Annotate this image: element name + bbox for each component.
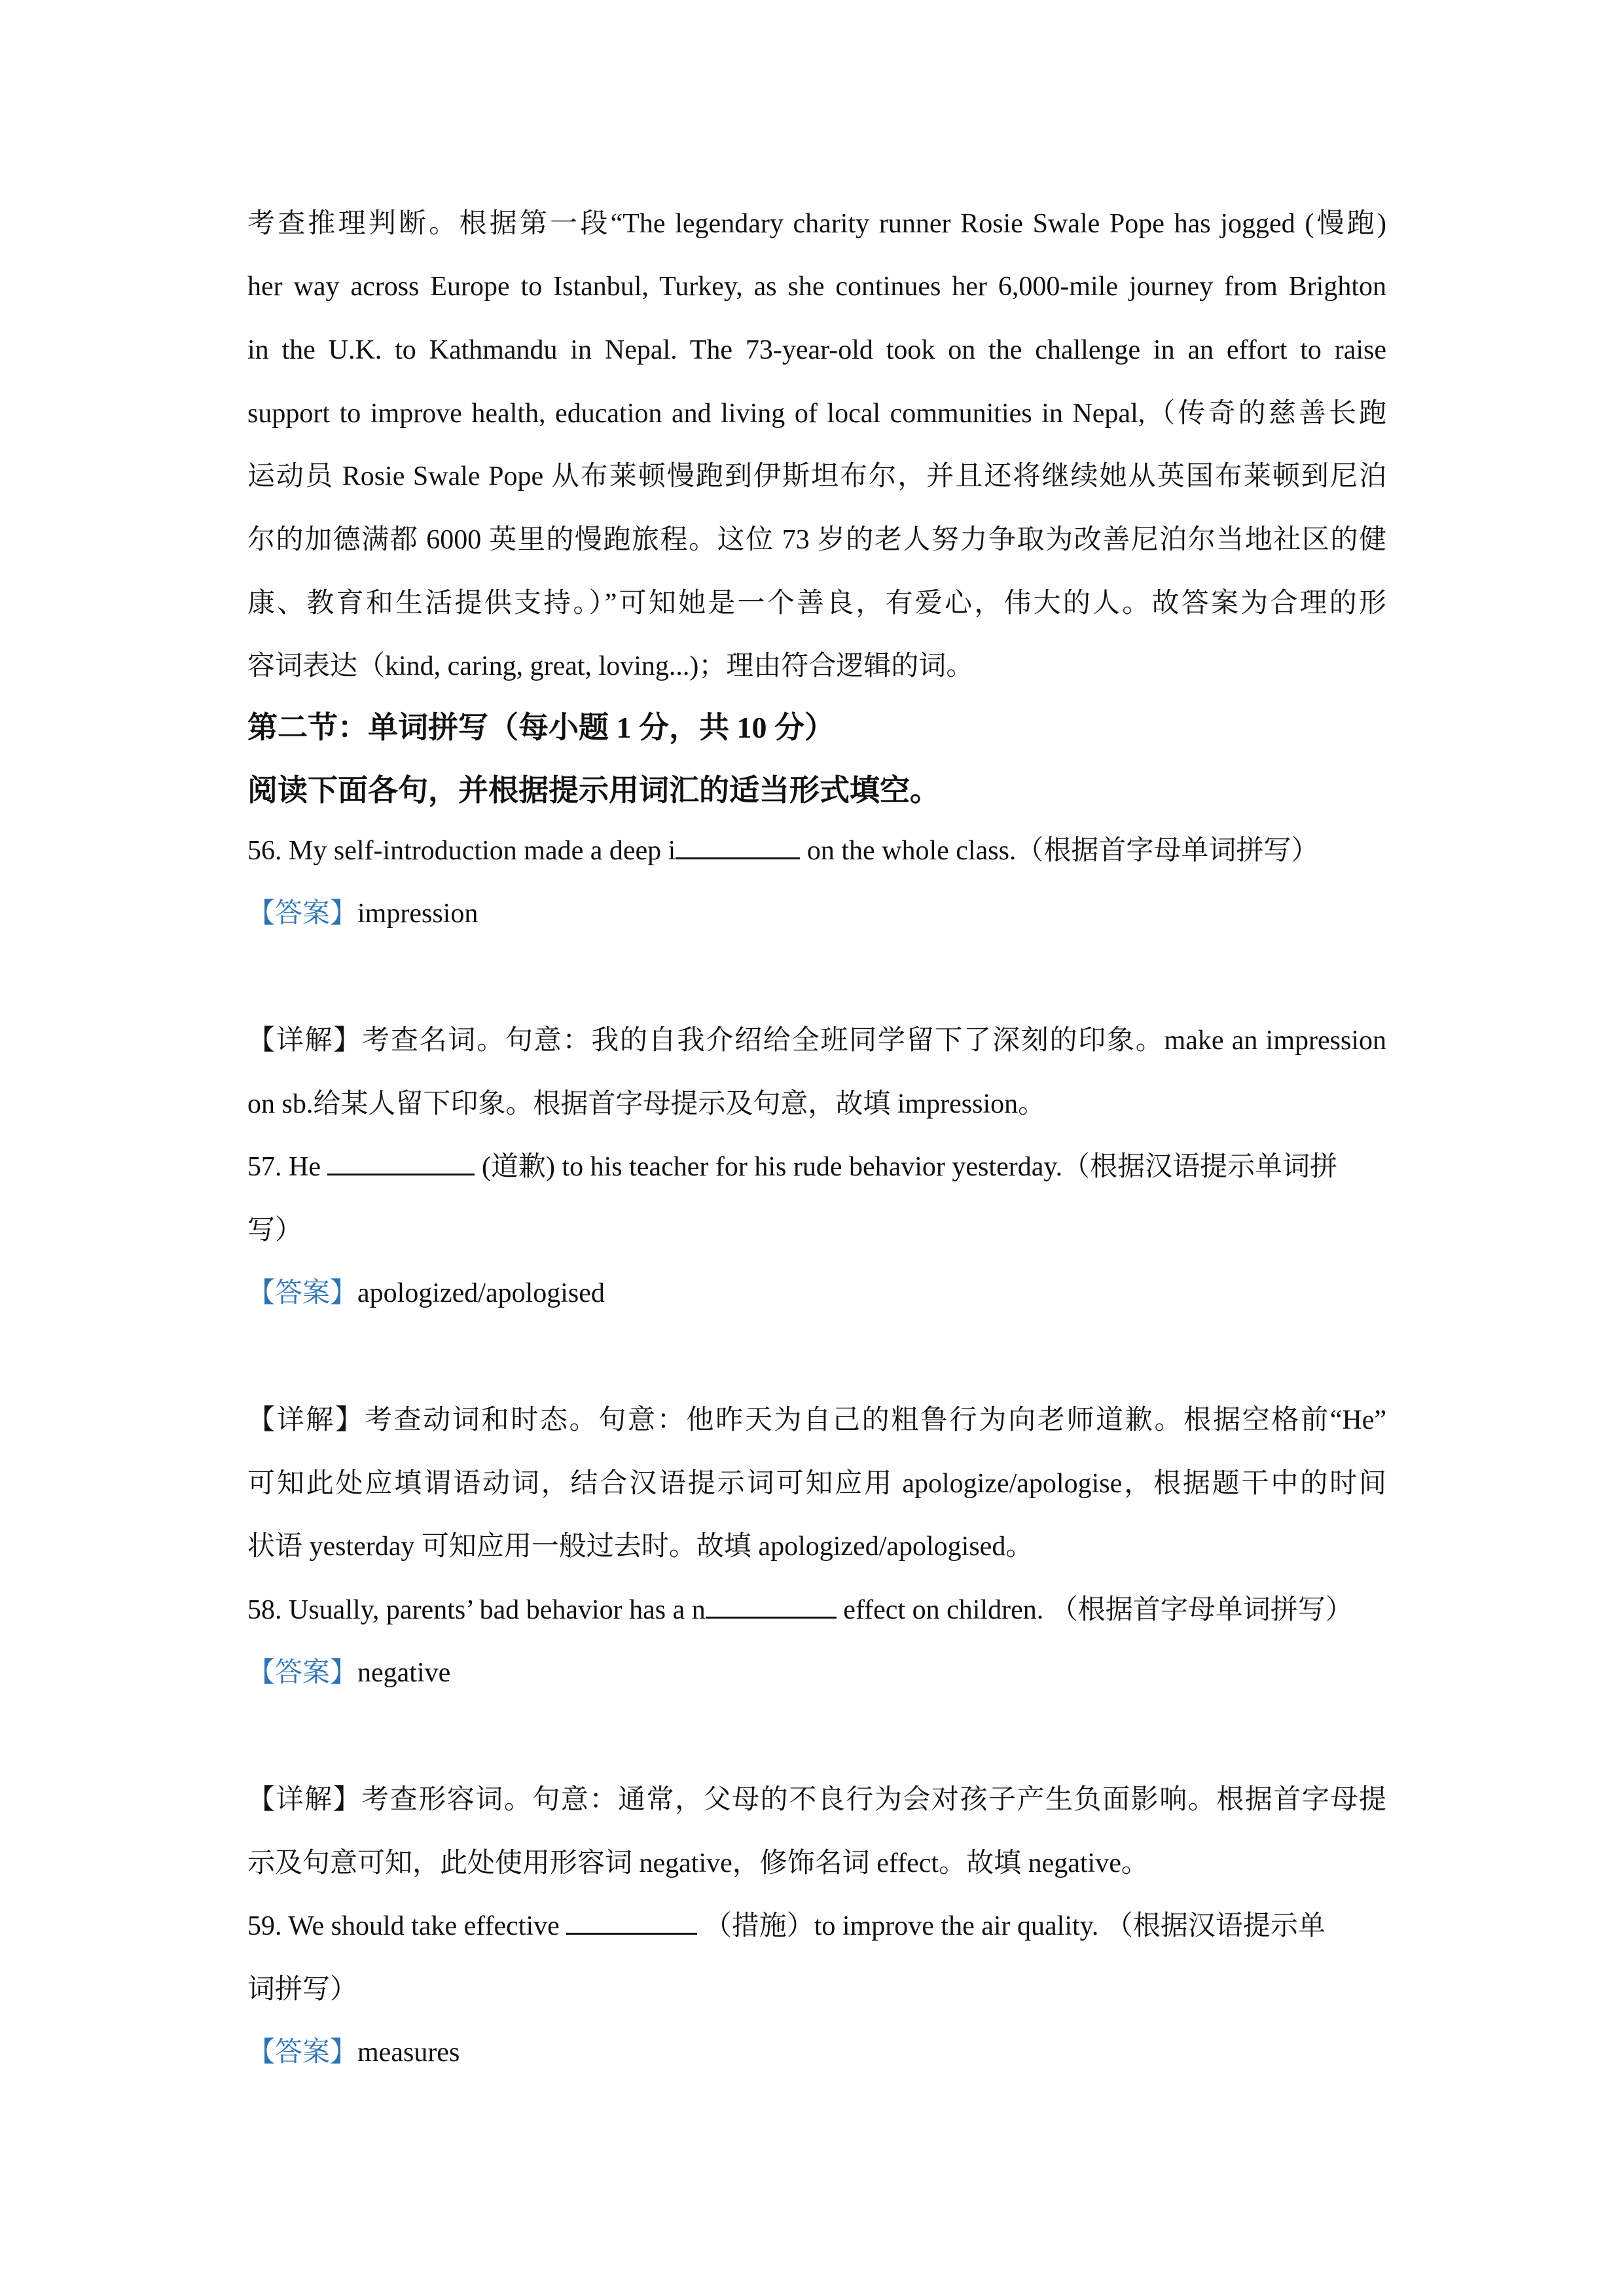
answer-label: 【答案】 <box>247 1658 358 1688</box>
detail-label: 【详解】 <box>247 1026 363 1056</box>
question-number: 56. <box>247 836 282 866</box>
detail-label: 【详解】 <box>247 1785 362 1815</box>
detail-line: 示及句意可知，此处使用形容词 negative，修饰名词 effect。故填 negative。 <box>247 1848 1149 1878</box>
question-text: Usually, parents’ bad behavior has a n <box>289 1595 706 1625</box>
answer-blank <box>706 1592 837 1619</box>
question-continuation: 词拼写） <box>247 1975 358 2005</box>
explanation-line: 康、教育和生活提供支持。）”可知她是一个善良，有爱心，伟大的人。故答案为合理的形 <box>247 588 1386 619</box>
answer-58 <box>247 1653 1386 1693</box>
question-58 <box>247 1590 1386 1630</box>
explanation-line: in the U.K. to Kathmandu in Nepal. The 73-year-old took on the challenge in an effort to raise <box>247 335 1386 365</box>
question-text: （措施）to improve the air quality. （根据汉语提示单 <box>704 1911 1326 1941</box>
question-number: 59. <box>247 1911 282 1941</box>
explanation-line: her way across Europe to Istanbul, Turkey, as she continues her 6,000-mile journey from Brighton <box>247 272 1386 302</box>
answer-label: 【答案】 <box>247 2037 358 2068</box>
question-57 <box>247 1147 1386 1187</box>
answer-59 <box>247 2033 1386 2072</box>
answer-blank <box>327 1149 475 1175</box>
answer-value: negative <box>357 1658 451 1688</box>
detail-line: 状语 yesterday 可知应用一般过去时。故填 apologized/apologised。 <box>247 1532 1034 1562</box>
question-text: He <box>289 1152 321 1182</box>
explanation-line: 运动员 Rosie Swale Pope 从布莱顿慢跑到伊斯坦布尔，并且还将继续她从英国布莱顿到尼泊 <box>247 461 1386 492</box>
detail-label: 【详解】 <box>247 1405 365 1435</box>
question-number: 57. <box>247 1152 282 1182</box>
question-text: (道歉) to his teacher for his rude behavior yesterday.（根据汉语提示单词拼 <box>481 1152 1338 1182</box>
question-number: 58. <box>247 1595 282 1625</box>
explanation-line: 尔的加德满都 6000 英里的慢跑旅程。这位 73 岁的老人努力争取为改善尼泊尔当地社区的健 <box>247 525 1386 555</box>
answer-blank <box>676 833 800 859</box>
explanation-line: 容词表达（kind, caring, great, loving...)；理由符合逻辑的词。 <box>247 651 974 681</box>
detail-line: 可知此处应填谓语动词，结合汉语提示词可知应用 apologize/apologise，根据题干中的时间 <box>247 1469 1386 1499</box>
answer-label: 【答案】 <box>247 1278 358 1308</box>
detail-line: 【详解】考查形容词。句意：通常，父母的不良行为会对孩子产生负面影响。根据首字母提 <box>247 1785 1386 1815</box>
section-instruction: 阅读下面各句，并根据提示用词汇的适当形式填空。 <box>247 774 940 807</box>
question-56 <box>247 831 1386 870</box>
question-text: on the whole class.（根据首字母单词拼写） <box>806 836 1319 866</box>
question-text: effect on children. （根据首字母单词拼写） <box>843 1595 1353 1625</box>
answer-value: impression <box>357 899 478 929</box>
answer-value: apologized/apologised <box>357 1278 605 1308</box>
question-continuation: 写） <box>247 1215 303 1246</box>
question-59 <box>247 1907 1386 1946</box>
answer-56 <box>247 894 1386 933</box>
question-text: We should take effective <box>288 1911 560 1941</box>
detail-line: 【详解】考查名词。句意：我的自我介绍给全班同学留下了深刻的印象。make an impression <box>247 1026 1386 1056</box>
explanation-line: support to improve health, education and living of local communities in Nepal,（传奇的慈善长跑 <box>247 399 1386 429</box>
section-title: 第二节：单词拼写（每小题 1 分，共 10 分） <box>247 711 835 744</box>
explanation-line: 考查推理判断。根据第一段“The legendary charity runner Rosie Swale Pope has jogged (慢跑) <box>247 209 1386 239</box>
answer-57 <box>247 1274 1386 1313</box>
detail-line: on sb.给某人留下印象。根据首字母提示及句意，故填 impression。 <box>247 1089 1046 1119</box>
question-text: My self-introduction made a deep i <box>289 836 676 866</box>
answer-blank <box>566 1908 697 1935</box>
detail-line: 【详解】考查动词和时态。句意：他昨天为自己的粗鲁行为向老师道歉。根据空格前“He” <box>247 1405 1386 1435</box>
answer-value: measures <box>357 2037 460 2068</box>
answer-label: 【答案】 <box>247 899 358 929</box>
